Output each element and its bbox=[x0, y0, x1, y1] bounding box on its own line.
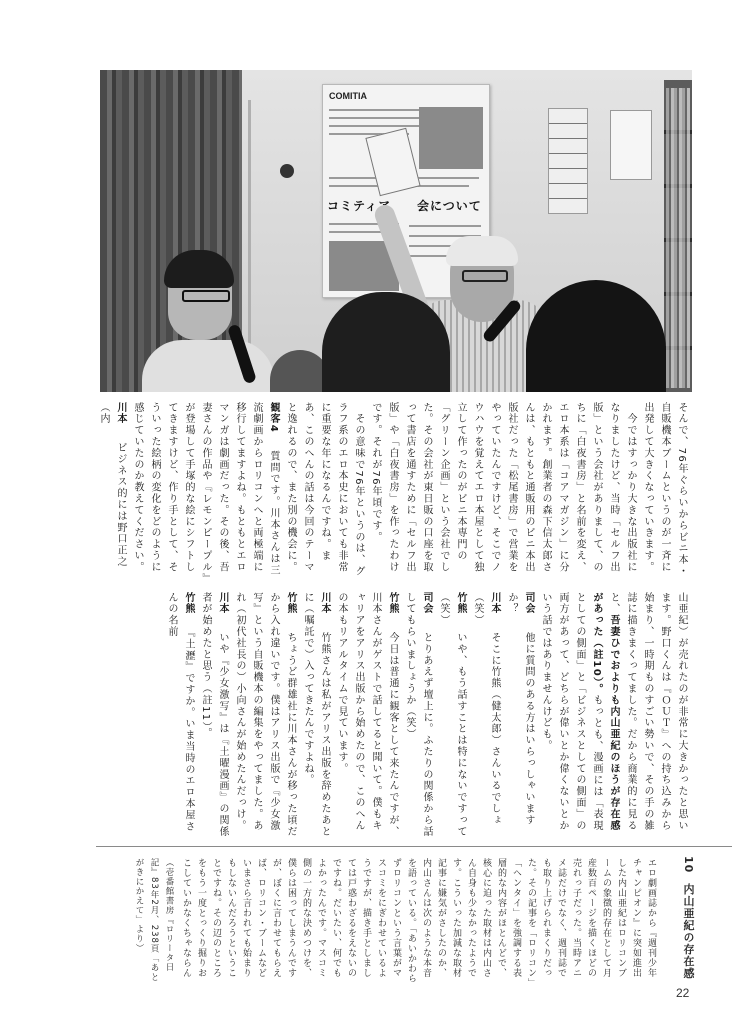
paragraph-text: もっとも、漫画には「表現としての側面」と「ビジネスとしての側面」の両方があって、どちらが偉いとか偉くないとかいう話ではありませんけども。 bbox=[540, 592, 602, 832]
footnote-body: エロ劇画誌から『週刊少年チャンピオン』に突如進出した内山亜紀はロリコンブームの象徴的存在として月産数百ページを描くほどの売れっ子だった。当時アニメ誌だけでなく、週刊誌でも取り上げられまくりだった。その記事を「ロリコン」「ヘンタイ」を強調する表層的な内容がほとんどで、核心に迫った取材は内山さん自身も少なかったようです。こういった加減な取材記事に嫌気がさしたのか、内山さんは次のような本音を語っている。「あいかわらずロリコンという言葉がマスコミをにぎわせているようですが、描き手としましては戸惑わざるをえないのですね。だいたい、何でもよかったんです。マスコミ側の一方的な決めつけを、僕らは困ってしまうんですが、ぼくに言わせてもらえば、ロリコン・ブームなどいまさら言われても始まりもしないんだろうということですね。その辺のところをもう一度とっくり掘りおこしていかなくちゃならん bbox=[181, 858, 656, 984]
paragraph bbox=[438, 592, 466, 837]
poster-text-line bbox=[409, 225, 481, 227]
speaker-label: 司会 bbox=[421, 592, 432, 615]
paragraph bbox=[370, 402, 636, 573]
paragraph-text: そこに竹熊（健太郎）さんいるでしょ（笑） bbox=[472, 592, 500, 827]
paragraph bbox=[336, 592, 398, 837]
event-photo bbox=[100, 70, 692, 392]
paragraph-text: 他に質問のある方はいらっしゃいますか？ bbox=[506, 592, 534, 827]
speaker-left-body bbox=[142, 340, 274, 392]
paragraph bbox=[200, 592, 228, 837]
paragraph bbox=[234, 592, 296, 837]
footnote-title: 内山亜紀の存在感 bbox=[682, 883, 695, 980]
paragraph-text: そんで、76年ぐらいからビニ本・自販機本ブームというのが一斉に出発して大きくなっていきます。 bbox=[642, 402, 687, 578]
speaker-label: 川本 bbox=[217, 592, 228, 615]
paragraph-text: 今日は普通に観客として来たんですが、川本さんがゲストで話してると聞いて。僕もキャリアをアリス出版から始めたので、このへんの本もリアルタイムで見ています。 bbox=[336, 592, 398, 838]
paragraph bbox=[404, 592, 432, 837]
speaker-label: 竹熊 bbox=[183, 592, 194, 615]
paragraph-text: ちょうど群雄社に川本さんが移った頃だから入れ違いです。僕はアリス出版で『少女激写』という自販機本の編集をやってました。あれ（初代社長の）小向さんが始めたんだっけ。 bbox=[234, 592, 296, 838]
photo-wall-edge bbox=[248, 100, 251, 350]
poster-text-line bbox=[329, 109, 429, 111]
speaker-label: 川本 bbox=[319, 592, 330, 615]
footnote-number: 10 bbox=[682, 856, 695, 874]
paragraph bbox=[132, 402, 279, 579]
paragraph-text: いや『少女激写』は『土曜漫画』の関係者が始めたと思う（註11）。 bbox=[200, 592, 228, 838]
speaker-label: 竹熊 bbox=[455, 592, 466, 615]
paragraph bbox=[285, 402, 364, 577]
speaker-right-hair bbox=[446, 236, 518, 266]
footnote-citation: （壱番館書房『ロリータ日記』83年2月、238頁「あとがきにかえて」より） bbox=[134, 858, 174, 982]
speaker-right-glasses bbox=[462, 270, 508, 282]
paragraph bbox=[506, 592, 534, 826]
speaker-label: 川本 bbox=[115, 402, 126, 425]
paragraph bbox=[166, 592, 194, 832]
speaker-label: 司会 bbox=[523, 592, 534, 615]
paragraph-text: とりあえず壇上に。ふたりの関係から話してもらいましょうか（笑） bbox=[404, 592, 432, 838]
page-number: 22 bbox=[676, 986, 690, 1000]
paragraph-text: 今ではすっかり大きな出版社になりましたけど、当時「セルフ出版」という会社がありまして、のちに「白夜書房」と名前を変え、エロ本系は「コアマガジン」に分かれます。創業者の森下信太郎さんは、もともと通販用のビニ本出版社だった「松尾書房」で営業をやっていたんですけど、そこでノウハウを覚えてエロ本屋として独立して作ったのがビニ本専門の「グリーン企画」という会社でした。その会社が東日販の口座を取って書店を通すために「セルフ出版」や「白夜書房」を作ったわけです。それが76年頃です。 bbox=[370, 402, 636, 574]
poster-text-line bbox=[329, 117, 419, 119]
paragraph-text: 質問です。川本さんは三流劇画からロリコンへと両極端に移行してますよね。もともとエロマンガは劇画だった。その後、吾妻さんの作品や『レモンピープル』が登場して手塚的な絵にシフトしてきますけど、作り手として、そういった絵柄の変化をどのように感じていたのか教えてください。 bbox=[132, 402, 279, 580]
poster-header: COMITIA bbox=[329, 91, 367, 101]
speaker-label: 観客4 bbox=[268, 402, 279, 434]
paragraph-text: 山亜紀）が売れたのが非常に大きかったと思います。野口くんは『ＯＵＴ』への持ち込みから始まり、一時期ものすごい勢いで、その手の雑誌に描きまくってました。だから商業的に見ると、 bbox=[608, 592, 687, 832]
paragraph-text: ビジネス的には野口正之（内 bbox=[98, 402, 126, 568]
poster-text-line bbox=[329, 125, 425, 127]
poster-band: コミティア 会について bbox=[327, 199, 482, 213]
speaker-label: 竹熊 bbox=[387, 592, 398, 615]
speaker-left-glasses bbox=[182, 290, 230, 302]
speaker-label: 竹熊 bbox=[285, 592, 296, 615]
interview-text-upper bbox=[96, 402, 690, 584]
emphasis-text: 吾妻ひでおよりも内山亜紀のほうが存在感があった（註10）。 bbox=[591, 592, 619, 832]
wall-sign bbox=[610, 110, 652, 180]
paragraph bbox=[642, 402, 687, 577]
footnote-divider bbox=[96, 846, 732, 847]
paragraph bbox=[302, 592, 330, 837]
poster-crowd-photo bbox=[419, 107, 483, 169]
interview-text-middle bbox=[96, 592, 690, 840]
paragraph-text: 竹熊さんは私がアリス出版を辞めたあとに（嘱託で）入ってきたんですよね。 bbox=[302, 592, 330, 838]
paragraph-text: 『土瀝』ですか。いま当時のエロ本屋さんの名前 bbox=[166, 592, 194, 833]
speaker-label: 川本 bbox=[489, 592, 500, 615]
paragraph bbox=[472, 592, 500, 826]
photo-wall-clock bbox=[280, 164, 294, 178]
paragraph bbox=[540, 592, 687, 832]
paragraph-text: いや、もう話すことは特にないですって（笑） bbox=[438, 592, 466, 838]
manga-page-poster bbox=[548, 108, 588, 214]
footnote-heading bbox=[660, 856, 696, 1006]
paragraph bbox=[98, 402, 126, 568]
paragraph-text: その意味で76年というのは、グラフ系のエロ本史においても非常に重要な年になるんですね。まあ、このへんの話は今回のテーマと逸れるので、また別の機会に。 bbox=[285, 402, 364, 578]
bookshelf-books bbox=[666, 88, 690, 388]
